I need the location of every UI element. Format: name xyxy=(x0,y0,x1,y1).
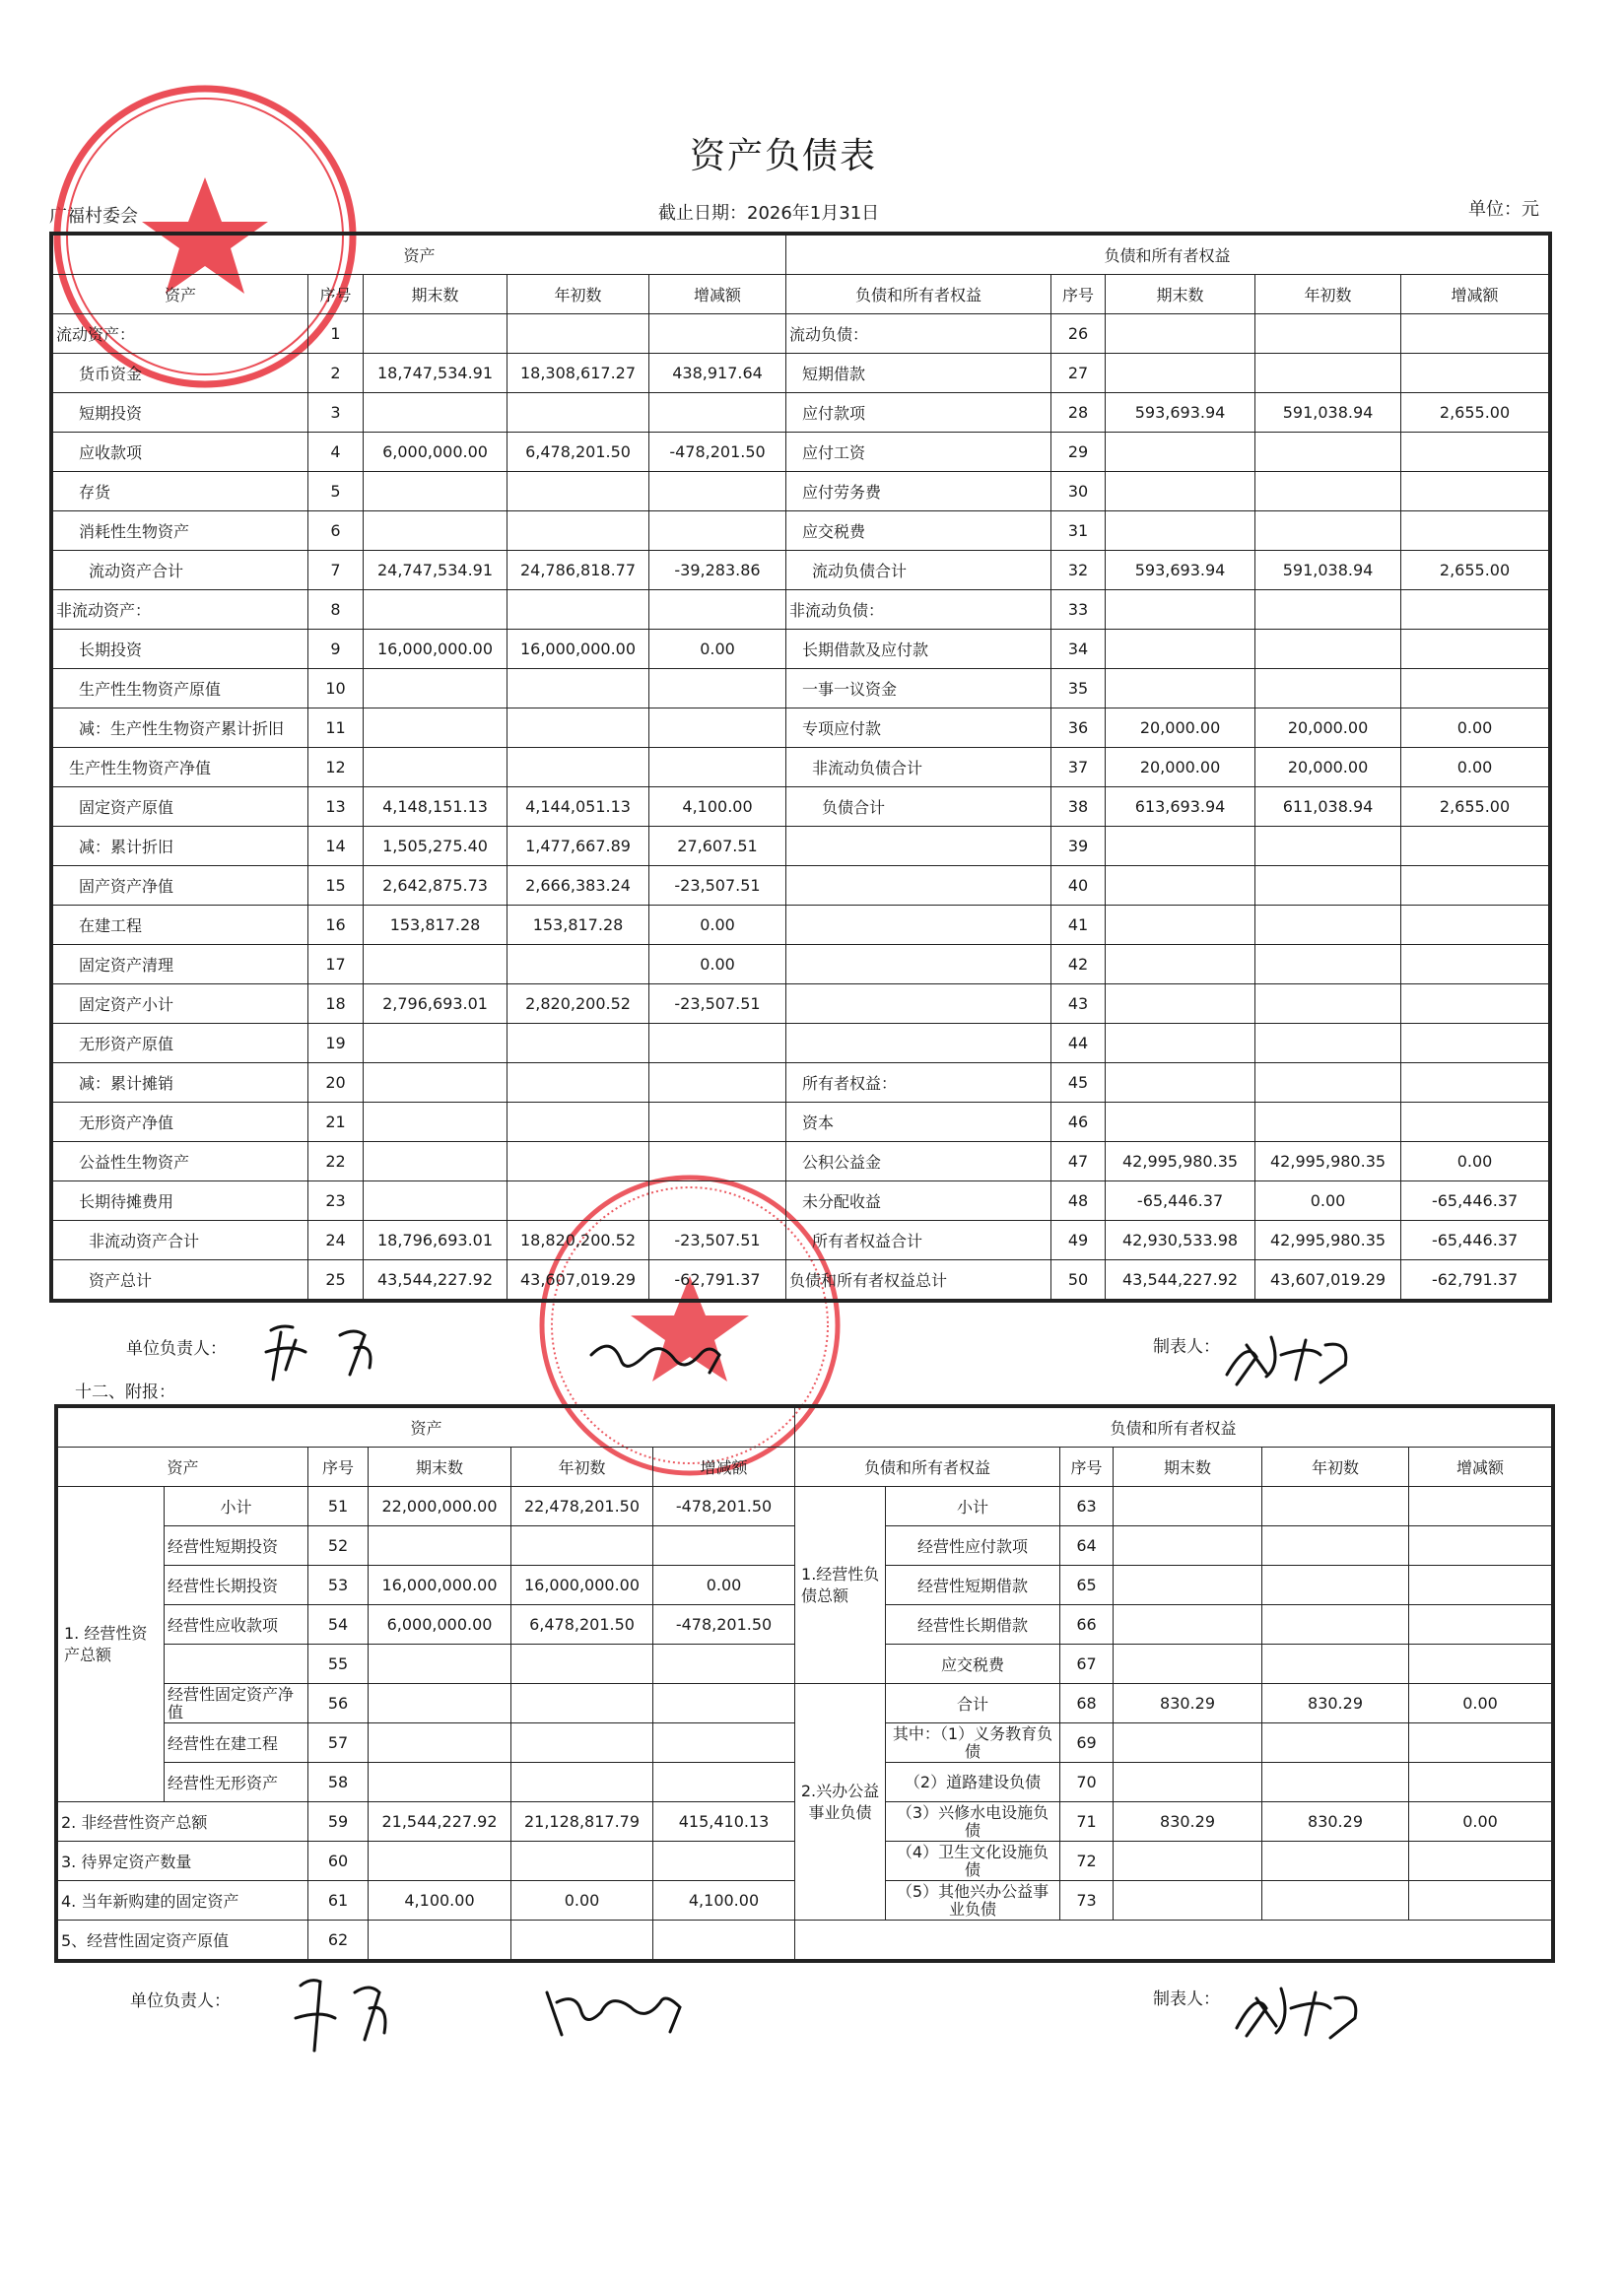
cell-no: 43 xyxy=(1051,984,1106,1024)
cell-change-value: 0.00 xyxy=(649,945,786,984)
cell-end-value: 22,000,000.00 xyxy=(369,1487,511,1526)
column-header: 增减额 xyxy=(649,275,786,314)
unit-head-label: 单位负责人： xyxy=(126,1339,227,1359)
column-header: 年初数 xyxy=(1255,275,1401,314)
cell-no: 65 xyxy=(1060,1566,1114,1605)
column-header: 负债和所有者权益 xyxy=(786,275,1051,314)
cell-end-value: 4,100.00 xyxy=(369,1881,511,1921)
cell-end-value: 2,642,875.73 xyxy=(364,866,508,906)
cell-no: 15 xyxy=(308,866,364,906)
cell-end-value: 153,817.28 xyxy=(364,906,508,945)
cell-label: 应付工资 xyxy=(786,433,1051,472)
cell-label: 应付劳务费 xyxy=(786,472,1051,511)
cell-label: 减：生产性生物资产累计折旧 xyxy=(53,708,308,748)
cell-label: （4）卫生文化设施负债 xyxy=(886,1842,1060,1881)
cell-end-value: 43,544,227.92 xyxy=(1106,1260,1255,1300)
cell-no: 46 xyxy=(1051,1103,1106,1142)
cell-change-value: 0.00 xyxy=(1409,1802,1552,1842)
cell-end-value: 593,693.94 xyxy=(1106,393,1255,433)
cell-label: 负债和所有者权益总计 xyxy=(786,1260,1051,1300)
column-header: 资产 xyxy=(53,275,308,314)
cell-label: 所有者权益合计 xyxy=(786,1221,1051,1260)
cell-label: （5）其他兴办公益事业负债 xyxy=(886,1881,1060,1921)
cell-no: 73 xyxy=(1060,1881,1114,1921)
cell-begin-value: 16,000,000.00 xyxy=(508,630,649,669)
cell-no: 38 xyxy=(1051,787,1106,827)
cell-no: 24 xyxy=(308,1221,364,1260)
cell-no: 45 xyxy=(1051,1063,1106,1103)
cell-no: 12 xyxy=(308,748,364,787)
cell-label: 公积公益金 xyxy=(786,1142,1051,1181)
cell-change-value: -65,446.37 xyxy=(1401,1181,1549,1221)
cell-no: 41 xyxy=(1051,906,1106,945)
cell-label: 应付款项 xyxy=(786,393,1051,433)
cell-end-value: 21,544,227.92 xyxy=(369,1802,511,1842)
cell-label: 流动负债合计 xyxy=(786,551,1051,590)
column-header: 序号 xyxy=(1060,1448,1114,1487)
cell-label: 消耗性生物资产 xyxy=(53,511,308,551)
cell-no: 51 xyxy=(308,1487,369,1526)
cell-no: 62 xyxy=(308,1921,369,1960)
cell-no: 31 xyxy=(1051,511,1106,551)
cell-no: 6 xyxy=(308,511,364,551)
signature-unit-head-2 xyxy=(296,1981,385,2051)
cell-no: 19 xyxy=(308,1024,364,1063)
cell-begin-value: 43,607,019.29 xyxy=(508,1260,649,1300)
cell-label: 4. 当年新购建的固定资产 xyxy=(58,1881,308,1921)
cell-no: 27 xyxy=(1051,354,1106,393)
liabilities-group-header: 负债和所有者权益 xyxy=(786,236,1549,275)
cell-label: 应交税费 xyxy=(786,511,1051,551)
cell-no: 32 xyxy=(1051,551,1106,590)
column-header: 序号 xyxy=(1051,275,1106,314)
signature-preparer xyxy=(1227,1337,1346,1384)
cell-end-value: 18,747,534.91 xyxy=(364,354,508,393)
cell-label: 在建工程 xyxy=(53,906,308,945)
column-header: 资产 xyxy=(58,1448,308,1487)
cell-change-value: 2,655.00 xyxy=(1401,393,1549,433)
cell-label: 3. 待界定资产数量 xyxy=(58,1842,308,1881)
cell-change-value: -62,791.37 xyxy=(649,1260,786,1300)
column-header: 期末数 xyxy=(369,1448,511,1487)
cell-end-value: 593,693.94 xyxy=(1106,551,1255,590)
cell-no: 49 xyxy=(1051,1221,1106,1260)
cell-no: 40 xyxy=(1051,866,1106,906)
cell-no: 39 xyxy=(1051,827,1106,866)
cell-no: 72 xyxy=(1060,1842,1114,1881)
cell-label: （3）兴修水电设施负债 xyxy=(886,1802,1060,1842)
cell-label: 专项应付款 xyxy=(786,708,1051,748)
cell-label: 经营性应付款项 xyxy=(886,1526,1060,1566)
cell-end-value: 16,000,000.00 xyxy=(364,630,508,669)
cell-no: 22 xyxy=(308,1142,364,1181)
column-header: 年初数 xyxy=(511,1448,653,1487)
cell-label: 非流动负债： xyxy=(786,590,1051,630)
cell-change-value: 0.00 xyxy=(1409,1684,1552,1723)
cell-no: 53 xyxy=(308,1566,369,1605)
column-header: 增减额 xyxy=(1409,1448,1552,1487)
cell-no: 14 xyxy=(308,827,364,866)
cell-begin-value: 20,000.00 xyxy=(1255,748,1401,787)
cell-label: 经营性无形资产 xyxy=(165,1763,308,1802)
cell-no: 33 xyxy=(1051,590,1106,630)
cell-label: 所有者权益： xyxy=(786,1063,1051,1103)
cell-change-value: -65,446.37 xyxy=(1401,1221,1549,1260)
cell-change-value: 4,100.00 xyxy=(653,1881,795,1921)
column-header: 增减额 xyxy=(653,1448,795,1487)
assets-group-header: 资产 xyxy=(58,1408,795,1448)
cell-change-value: 4,100.00 xyxy=(649,787,786,827)
cell-change-value: 0.00 xyxy=(649,630,786,669)
column-header: 年初数 xyxy=(1262,1448,1409,1487)
cell-begin-value: 16,000,000.00 xyxy=(511,1566,653,1605)
cell-label: 非流动负债合计 xyxy=(786,748,1051,787)
cell-no: 37 xyxy=(1051,748,1106,787)
cell-begin-value: 18,308,617.27 xyxy=(508,354,649,393)
cell-label: 生产性生物资产净值 xyxy=(53,748,308,787)
cell-begin-value: 42,995,980.35 xyxy=(1255,1142,1401,1181)
cell-label: 经营性长期投资 xyxy=(165,1566,308,1605)
cell-change-value: 415,410.13 xyxy=(653,1802,795,1842)
cell-label: 减：累计折旧 xyxy=(53,827,308,866)
preparer-label: 制表人： xyxy=(1153,1337,1220,1357)
cell-label: 经营性长期借款 xyxy=(886,1605,1060,1645)
cell-label: 负债合计 xyxy=(786,787,1051,827)
cell-no: 10 xyxy=(308,669,364,708)
cell-label: 合计 xyxy=(886,1684,1060,1723)
signature-accountant xyxy=(591,1346,719,1373)
cell-end-value: 1,505,275.40 xyxy=(364,827,508,866)
signature-preparer-2 xyxy=(1237,1989,1356,2038)
cell-begin-value: 0.00 xyxy=(1255,1181,1401,1221)
cell-label: 非流动资产： xyxy=(53,590,308,630)
cell-begin-value: 591,038.94 xyxy=(1255,393,1401,433)
cell-begin-value: 43,607,019.29 xyxy=(1255,1260,1401,1300)
cell-no: 61 xyxy=(308,1881,369,1921)
cell-no: 42 xyxy=(1051,945,1106,984)
cell-end-value: 613,693.94 xyxy=(1106,787,1255,827)
cell-label: 经营性在建工程 xyxy=(165,1723,308,1763)
cell-no: 35 xyxy=(1051,669,1106,708)
cell-label: 应收款项 xyxy=(53,433,308,472)
cell-no: 7 xyxy=(308,551,364,590)
cell-change-value: -62,791.37 xyxy=(1401,1260,1549,1300)
cell-label: 长期投资 xyxy=(53,630,308,669)
cell-label: 资本 xyxy=(786,1103,1051,1142)
cell-change-value: 27,607.51 xyxy=(649,827,786,866)
cell-no: 4 xyxy=(308,433,364,472)
cell-label: 经营性应收款项 xyxy=(165,1605,308,1645)
cell-change-value: 0.00 xyxy=(653,1566,795,1605)
cell-label: 小计 xyxy=(886,1487,1060,1526)
cell-no: 26 xyxy=(1051,314,1106,354)
column-header: 增减额 xyxy=(1401,275,1549,314)
cell-begin-value: 4,144,051.13 xyxy=(508,787,649,827)
cell-label: 5、经营性固定资产原值 xyxy=(58,1921,308,1960)
cell-change-value: 0.00 xyxy=(1401,708,1549,748)
cell-label: 未分配收益 xyxy=(786,1181,1051,1221)
cell-label: 非流动资产合计 xyxy=(53,1221,308,1260)
cell-begin-value: 611,038.94 xyxy=(1255,787,1401,827)
liabilities-group-header: 负债和所有者权益 xyxy=(795,1408,1552,1448)
column-header: 期末数 xyxy=(1106,275,1255,314)
cell-end-value: 24,747,534.91 xyxy=(364,551,508,590)
cell-begin-value: 830.29 xyxy=(1262,1802,1409,1842)
cell-label: 固定资产小计 xyxy=(53,984,308,1024)
cell-label: 流动负债： xyxy=(786,314,1051,354)
appendix-heading: 十二、附报： xyxy=(75,1383,175,1402)
cell-end-value: -65,446.37 xyxy=(1106,1181,1255,1221)
cell-no: 21 xyxy=(308,1103,364,1142)
cell-no: 64 xyxy=(1060,1526,1114,1566)
cell-change-value: -478,201.50 xyxy=(649,433,786,472)
cell-no: 34 xyxy=(1051,630,1106,669)
cell-change-value: 2,655.00 xyxy=(1401,787,1549,827)
cell-no: 59 xyxy=(308,1802,369,1842)
cell-change-value: -23,507.51 xyxy=(649,866,786,906)
cell-no: 47 xyxy=(1051,1142,1106,1181)
cell-no: 18 xyxy=(308,984,364,1024)
organization-name: 广福村委会 xyxy=(49,206,138,227)
cell-no: 28 xyxy=(1051,393,1106,433)
operating-liabilities-group-label: 1.经营性负债总额 xyxy=(795,1487,886,1684)
cell-label: 经营性短期投资 xyxy=(165,1526,308,1566)
cell-no: 30 xyxy=(1051,472,1106,511)
column-header: 期末数 xyxy=(1114,1448,1262,1487)
cell-no: 66 xyxy=(1060,1605,1114,1645)
cell-begin-value: 0.00 xyxy=(511,1881,653,1921)
cell-change-value: 2,655.00 xyxy=(1401,551,1549,590)
cell-no: 13 xyxy=(308,787,364,827)
cell-begin-value: 22,478,201.50 xyxy=(511,1487,653,1526)
cell-no: 23 xyxy=(308,1181,364,1221)
cell-no: 70 xyxy=(1060,1763,1114,1802)
cell-no: 68 xyxy=(1060,1684,1114,1723)
cell-change-value: -39,283.86 xyxy=(649,551,786,590)
column-header: 期末数 xyxy=(364,275,508,314)
cell-no: 2 xyxy=(308,354,364,393)
cell-label: 经营性短期借款 xyxy=(886,1566,1060,1605)
cell-no: 56 xyxy=(308,1684,369,1723)
cell-label: 固产资产净值 xyxy=(53,866,308,906)
cell-begin-value: 2,820,200.52 xyxy=(508,984,649,1024)
cell-label: 存货 xyxy=(53,472,308,511)
cell-end-value: 2,796,693.01 xyxy=(364,984,508,1024)
cell-no: 5 xyxy=(308,472,364,511)
cell-label: 流动资产合计 xyxy=(53,551,308,590)
cell-no: 50 xyxy=(1051,1260,1106,1300)
cell-change-value: 438,917.64 xyxy=(649,354,786,393)
cell-no: 71 xyxy=(1060,1802,1114,1842)
preparer-label-2: 制表人： xyxy=(1153,1990,1220,2009)
cell-label: 短期投资 xyxy=(53,393,308,433)
cell-label: 流动资产： xyxy=(53,314,308,354)
cell-no: 20 xyxy=(308,1063,364,1103)
cell-label: 长期待摊费用 xyxy=(53,1181,308,1221)
cell-label: 经营性固定资产净值 xyxy=(165,1684,308,1723)
cell-no: 1 xyxy=(308,314,364,354)
column-header: 序号 xyxy=(308,1448,369,1487)
cell-end-value: 6,000,000.00 xyxy=(369,1605,511,1645)
cell-change-value: -23,507.51 xyxy=(649,984,786,1024)
cell-change-value: -478,201.50 xyxy=(653,1487,795,1526)
cell-change-value: -23,507.51 xyxy=(649,1221,786,1260)
cell-label: 2. 非经营性资产总额 xyxy=(58,1802,308,1842)
cell-end-value: 43,544,227.92 xyxy=(364,1260,508,1300)
cell-label: 无形资产净值 xyxy=(53,1103,308,1142)
signature-accountant-2 xyxy=(547,1992,680,2035)
operating-assets-group-label: 1. 经营性资产总额 xyxy=(58,1487,165,1802)
cell-no: 25 xyxy=(308,1260,364,1300)
cell-label: 短期借款 xyxy=(786,354,1051,393)
cell-end-value: 42,995,980.35 xyxy=(1106,1142,1255,1181)
cell-label: 公益性生物资产 xyxy=(53,1142,308,1181)
signature-unit-head xyxy=(266,1326,371,1380)
cell-begin-value: 21,128,817.79 xyxy=(511,1802,653,1842)
cell-end-value: 18,796,693.01 xyxy=(364,1221,508,1260)
cell-end-value: 16,000,000.00 xyxy=(369,1566,511,1605)
cell-end-value: 42,930,533.98 xyxy=(1106,1221,1255,1260)
cell-no: 60 xyxy=(308,1842,369,1881)
cell-no: 48 xyxy=(1051,1181,1106,1221)
currency-unit: 单位：元 xyxy=(1468,199,1539,220)
cell-end-value: 4,148,151.13 xyxy=(364,787,508,827)
column-header: 负债和所有者权益 xyxy=(795,1448,1060,1487)
cell-label: （2）道路建设负债 xyxy=(886,1763,1060,1802)
cell-label: 其中：（1）义务教育负债 xyxy=(886,1723,1060,1763)
cell-label: 小计 xyxy=(165,1487,308,1526)
cell-end-value: 20,000.00 xyxy=(1106,748,1255,787)
cell-begin-value: 42,995,980.35 xyxy=(1255,1221,1401,1260)
cell-begin-value: 6,478,201.50 xyxy=(511,1605,653,1645)
cell-label: 长期借款及应付款 xyxy=(786,630,1051,669)
cell-begin-value: 24,786,818.77 xyxy=(508,551,649,590)
unit-head-label-2: 单位负责人： xyxy=(130,1991,231,2011)
cell-label: 固定资产清理 xyxy=(53,945,308,984)
cell-label: 生产性生物资产原值 xyxy=(53,669,308,708)
cell-end-value: 830.29 xyxy=(1114,1802,1262,1842)
cell-change-value: 0.00 xyxy=(1401,748,1549,787)
cell-no: 55 xyxy=(308,1645,369,1684)
cell-no: 52 xyxy=(308,1526,369,1566)
column-header: 序号 xyxy=(308,275,364,314)
cell-no: 67 xyxy=(1060,1645,1114,1684)
public-welfare-liabilities-group-label: 2.兴办公益事业负债 xyxy=(795,1684,886,1921)
page-title: 资产负债表 xyxy=(690,136,878,176)
column-header: 年初数 xyxy=(508,275,649,314)
cell-no: 63 xyxy=(1060,1487,1114,1526)
report-date: 截止日期：2026年1月31日 xyxy=(658,203,880,224)
cell-label: 货币资金 xyxy=(53,354,308,393)
cell-no: 29 xyxy=(1051,433,1106,472)
cell-no: 3 xyxy=(308,393,364,433)
cell-label: 减：累计摊销 xyxy=(53,1063,308,1103)
assets-group-header: 资产 xyxy=(53,236,786,275)
cell-no: 11 xyxy=(308,708,364,748)
cell-no: 58 xyxy=(308,1763,369,1802)
cell-no: 9 xyxy=(308,630,364,669)
cell-begin-value: 18,820,200.52 xyxy=(508,1221,649,1260)
cell-begin-value: 2,666,383.24 xyxy=(508,866,649,906)
cell-begin-value: 1,477,667.89 xyxy=(508,827,649,866)
cell-label: 资产总计 xyxy=(53,1260,308,1300)
cell-no: 36 xyxy=(1051,708,1106,748)
cell-no: 17 xyxy=(308,945,364,984)
cell-end-value: 830.29 xyxy=(1114,1684,1262,1723)
cell-begin-value: 591,038.94 xyxy=(1255,551,1401,590)
cell-label: 无形资产原值 xyxy=(53,1024,308,1063)
cell-begin-value: 153,817.28 xyxy=(508,906,649,945)
cell-begin-value: 6,478,201.50 xyxy=(508,433,649,472)
cell-label: 一事一议资金 xyxy=(786,669,1051,708)
cell-begin-value: 830.29 xyxy=(1262,1684,1409,1723)
cell-change-value: 0.00 xyxy=(649,906,786,945)
cell-end-value: 20,000.00 xyxy=(1106,708,1255,748)
cell-label: 固定资产原值 xyxy=(53,787,308,827)
cell-no: 54 xyxy=(308,1605,369,1645)
cell-change-value: 0.00 xyxy=(1401,1142,1549,1181)
cell-label: 应交税费 xyxy=(886,1645,1060,1684)
cell-no: 44 xyxy=(1051,1024,1106,1063)
cell-no: 8 xyxy=(308,590,364,630)
cell-end-value: 6,000,000.00 xyxy=(364,433,508,472)
cell-no: 57 xyxy=(308,1723,369,1763)
cell-begin-value: 20,000.00 xyxy=(1255,708,1401,748)
cell-no: 69 xyxy=(1060,1723,1114,1763)
cell-no: 16 xyxy=(308,906,364,945)
cell-change-value: -478,201.50 xyxy=(653,1605,795,1645)
